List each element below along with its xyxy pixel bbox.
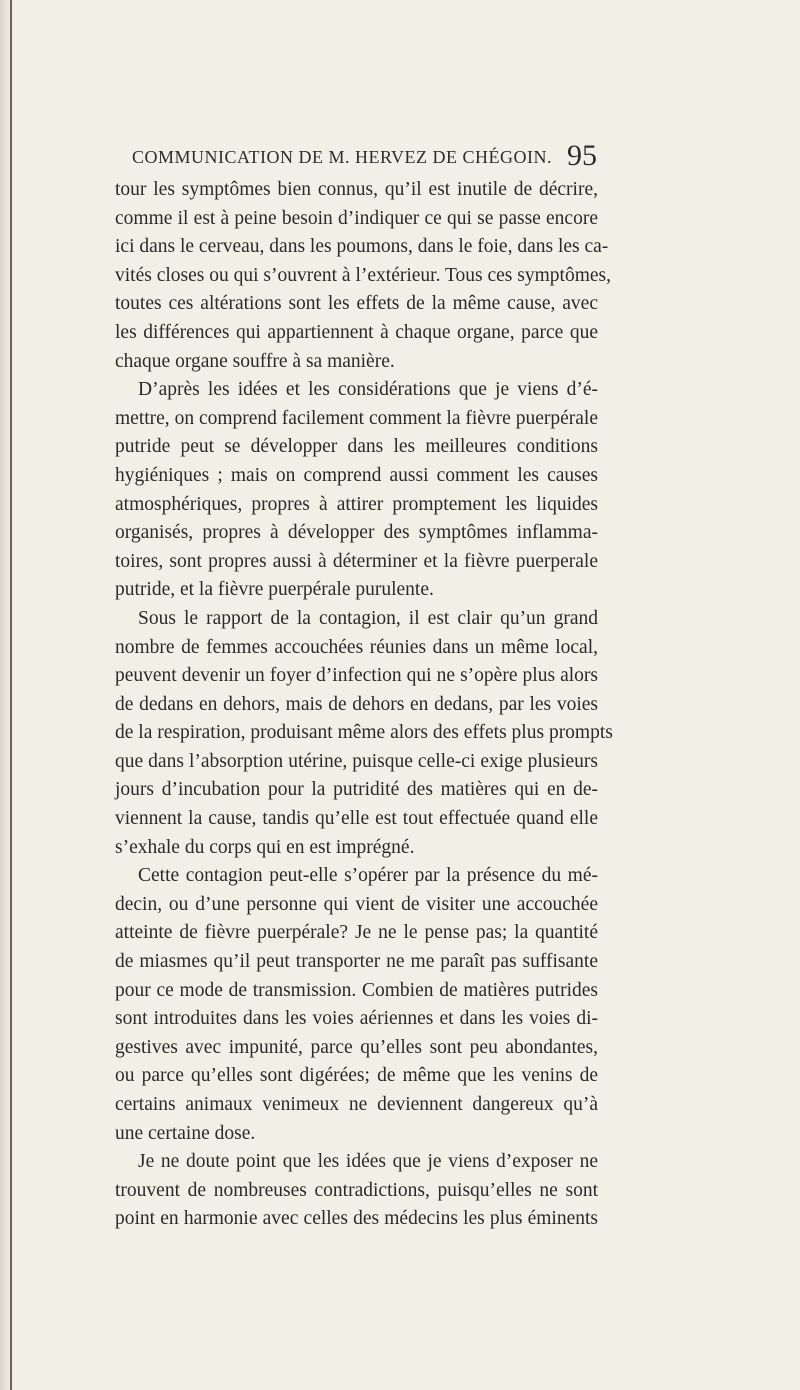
text-line: trouvent de nombreuses contradictions, puisqu’elles ne sont [115,1179,598,1201]
text-line: ou parce qu’elles sont digérées; de même que les venins de [115,1065,598,1087]
text-line: les différences qui appartiennent à chaque organe, parce que [115,321,598,343]
text-line: Cette contagion peut-elle s’opérer par la présence du mé- [138,865,598,887]
text-line: une certaine dose. [115,1122,256,1144]
text-line: organisés, propres à développer des symptômes inflamma- [115,522,598,544]
running-head [132,139,597,175]
text-line: toutes ces altérations sont les effets de la même cause, avec [115,293,598,315]
text-line: Je ne doute point que les idées que je viens d’exposer ne [138,1151,598,1173]
text-line: sont introduites dans les voies aériennes et dans les voies di- [115,1008,598,1030]
binding-edge-line [10,0,12,1390]
text-line: vités closes ou qui s’ouvrent à l’extérieur. Tous ces symptômes, [115,264,611,286]
text-line: D’après les idées et les considérations que je viens d’é- [138,379,598,401]
text-line: gestives avec impunité, parce qu’elles sont peu abondantes, [115,1036,598,1058]
running-title: COMMUNICATION DE M. HERVEZ DE CHÉGOIN. [132,147,553,167]
text-line: ici dans le cerveau, dans les poumons, dans le foie, dans les ca- [115,236,609,258]
text-line: decin, ou d’une personne qui vient de visiter une accouchée [115,893,598,915]
text-line: tour les symptômes bien connus, qu’il est inutile de décrire, [115,179,598,200]
text-line: s’exhale du corps qui en est imprégné. [115,836,415,858]
text-line: comme il est à peine besoin d’indiquer ce qui se passe encore [115,207,598,229]
page-number: 95 [567,139,597,172]
text-line: que dans l’absorption utérine, puisque celle-ci exige plusieurs [115,750,598,772]
text-line: putride, et la fièvre puerpérale purulente. [115,579,434,601]
text-line: hygiéniques ; mais on comprend aussi comment les causes [115,464,598,486]
text-line: de miasmes qu’il peut transporter ne me paraît pas suffisante [115,951,598,973]
text-line: point en harmonie avec celles des médecins les plus éminents [115,1208,598,1230]
text-line: de dedans en dehors, mais de dehors en dedans, par les voies [115,693,598,715]
text-line: mettre, on comprend facilement comment la fièvre puerpérale [115,407,598,429]
text-line: Sous le rapport de la contagion, il est clair qu’un grand [138,607,598,629]
text-line: peuvent devenir un foyer d’infection qui ne s’opère plus alors [115,665,598,687]
text-line: certains animaux venimeux ne deviennent dangereux qu’à [115,1094,598,1115]
text-line: putride peut se développer dans les meilleures conditions [115,436,598,458]
text-line: atteinte de fièvre puerpérale? Je ne le pense pas; la quantité [115,922,598,944]
text-line: viennent la cause, tandis qu’elle est tout effectuée quand elle [115,808,598,830]
text-line: de la respiration, produisant même alors des effets plus prompts [115,722,613,744]
text-line: chaque organe souffre à sa manière. [115,350,395,372]
text-line: nombre de femmes accouchées réunies dans un même local, [115,636,598,658]
body-text [115,176,613,1234]
text-line: pour ce mode de transmission. Combien de matières putrides [115,979,598,1001]
text-line: toires, sont propres aussi à déterminer et la fièvre puerperale [115,550,598,572]
text-line: jours d’incubation pour la putridité des matières qui en de- [115,779,598,801]
text-line: atmosphériques, propres à attirer promptement les liquides [115,493,598,515]
